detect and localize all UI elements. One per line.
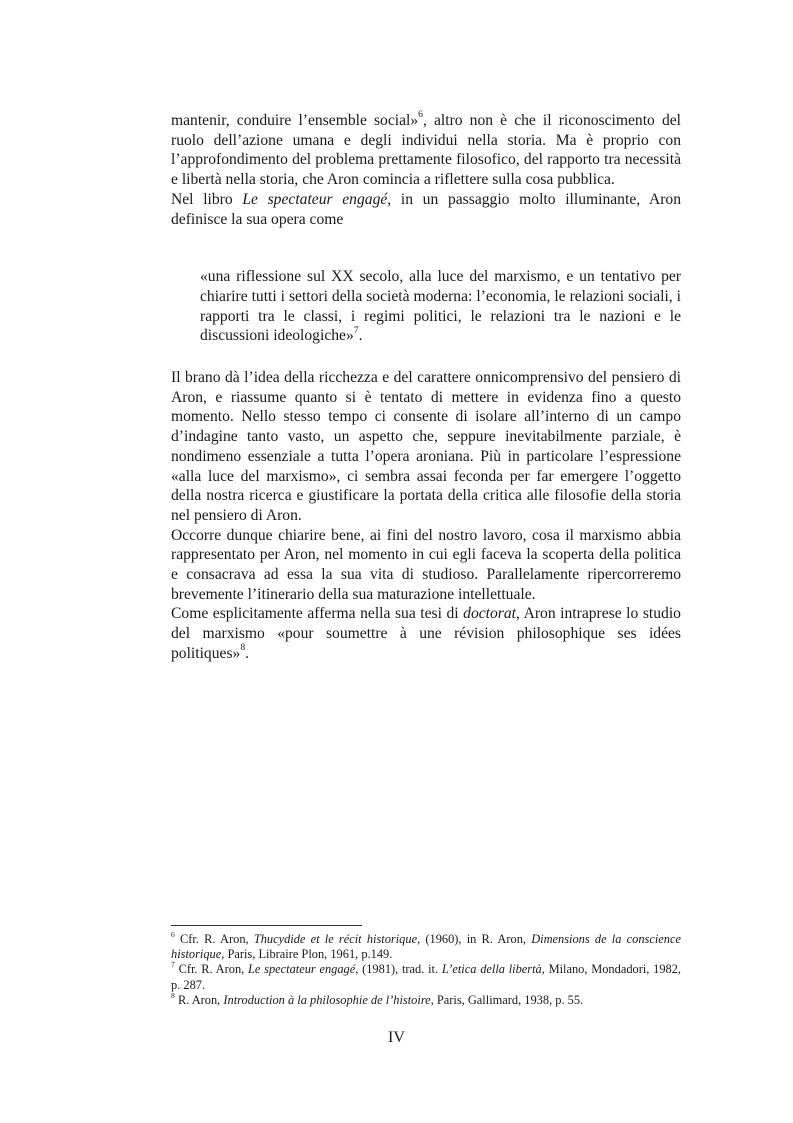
paragraph-2: Nel libro Le spectateur engagé, in un passaggio molto illuminante, Aron definisce la sua opera come — [171, 190, 682, 228]
main-text — [171, 111, 681, 664]
footnote-ref-7[interactable]: 7 — [353, 324, 359, 336]
footnotes — [171, 929, 682, 1008]
footnote-ref-8[interactable]: 8 — [240, 642, 246, 654]
book-title: Le spectateur engagé — [242, 190, 388, 208]
paragraph-5: Come esplicitamente afferma nella sua tesi di doctorat, Aron intraprese lo studio del marxismo «pour soumettre à une révision philosophique ses idées politiques»$^8$. — [171, 605, 681, 662]
page-number: IV — [388, 1029, 405, 1046]
block-quote: «una riflessione sul XX secolo, alla luce del marxismo, e un tentativo per chiarire tutti i settori della società moderna: l’economia, le relazioni sociali, i rapporti tra le classi, i regimi politici, le relazioni tra le nazioni e le discussioni ideologiche»$^7$. — [200, 268, 681, 345]
footnote-8: $^8$ R. Aron, Introduction à la philosophie de l’histoire, Paris, Gallimard, 1938, p. 55. — [171, 990, 584, 1007]
italic-term: doctorat — [463, 605, 516, 623]
footnote-7: $^7$ Cfr. R. Aron, Le spectateur engagé, (1981), trad. it. L’etica della libertà, Milano, Mondadori, 1982, p. 287. — [171, 960, 682, 992]
footnote-separator — [171, 925, 362, 926]
paragraph-4: Occorre dunque chiarire bene, ai fini del nostro lavoro, cosa il marxismo abbia rappresentato per Aron, nel momento in cui egli faceva la scoperta della politica e consacrava ad essa la sua vita di studioso. Parallelamente ripercorreremo brevemente l’itinerario della sua maturazione intellettuale. — [171, 526, 681, 603]
paragraph-1: mantenir, conduire l’ensemble social»$^6$, altro non è che il riconoscimento del ruolo dell’azione umana e degli individui nella storia. Ma è proprio con l’approfondimento del problema prettamente filosofico, del rapporto tra necessità e libertà nella storia, che Aron comincia a riflettere sulla cosa pubblica. — [171, 109, 681, 189]
footnote-6: $^6$ Cfr. R. Aron, Thucydide et le récit historique, (1960), in R. Aron, Dimensions de la conscience historique, Paris, Libraire Plon, 1961, p.149. — [171, 929, 681, 962]
footnote-ref-6[interactable]: 6 — [418, 109, 423, 121]
paragraph-3: Il brano dà l’idea della ricchezza e del carattere onnicomprensivo del pensiero di Aron, e riassume quanto si è tentato di mettere in evidenza fino a questo momento. Nello stesso tempo ci consente di isolare all’interno di un campo d’indagine tanto vasto, un aspetto che, seppure inevitabilmente parziale, è nondimeno essenziale a tutta l’opera aroniana. Più in particolare l’espressione «alla luce del marxismo», ci sembra assai feconda per far emergere l’oggetto della nostra ricerca e giustificare la portata della critica alle filosofie della storia nel pensiero di Aron. — [171, 369, 681, 524]
